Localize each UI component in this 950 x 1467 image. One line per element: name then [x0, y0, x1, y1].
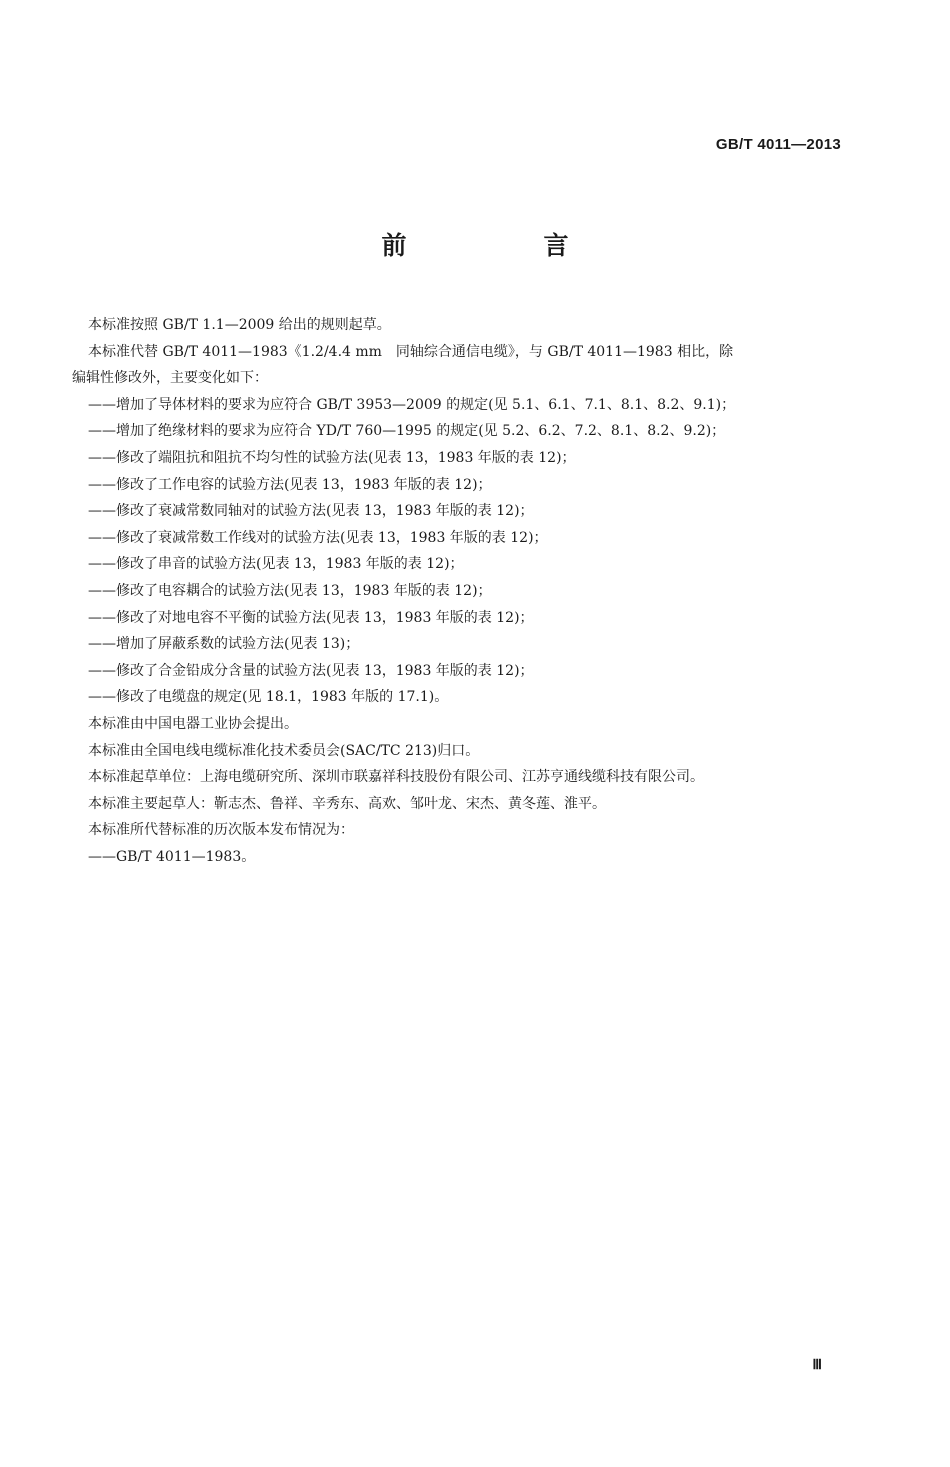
change-item: ——增加了导体材料的要求为应符合 GB/T 3953—2009 的规定(见 5.1、6.1、7.1、8.1、8.2、9.1)；	[88, 396, 736, 413]
change-item: ——增加了屏蔽系数的试验方法(见表 13)；	[88, 636, 360, 653]
body-text	[72, 312, 856, 870]
page-number: Ⅲ	[812, 1358, 822, 1373]
paragraph-drafters: 本标准主要起草人：靳志杰、鲁祥、辛秀东、高欢、邹叶龙、宋杰、黄冬莲、淮平。	[88, 795, 606, 812]
paragraph-drafting-rules: 本标准按照 GB/T 1.1—2009 给出的规则起草。	[88, 317, 391, 333]
paragraph-history: 本标准所代替标准的历次版本发布情况为：	[88, 822, 354, 839]
paragraph-drafting-units: 本标准起草单位：上海电缆研究所、深圳市联嘉祥科技股份有限公司、江苏亨通线缆科技有限公司。	[88, 769, 704, 786]
change-item: ——修改了工作电容的试验方法(见表 13，1983 年版的表 12)；	[88, 476, 492, 493]
change-item: ——修改了衰减常数同轴对的试验方法(见表 13，1983 年版的表 12)；	[88, 503, 534, 520]
paragraph-proposer: 本标准由中国电器工业协会提出。	[88, 715, 298, 732]
change-item: ——修改了对地电容不平衡的试验方法(见表 13，1983 年版的表 12)；	[88, 609, 534, 626]
standard-code: GB/T 4011—2013	[715, 136, 841, 153]
page-title: 前 言	[381, 231, 625, 260]
change-item: ——修改了串音的试验方法(见表 13，1983 年版的表 12)；	[88, 556, 464, 573]
history-item: ——GB/T 4011—1983。	[88, 848, 256, 865]
paragraph-committee: 本标准由全国电线电缆标准化技术委员会(SAC/TC 213)归口。	[88, 742, 480, 759]
change-item: ——修改了电缆盘的规定(见 18.1，1983 年版的 17.1)。	[88, 689, 449, 706]
paragraph-replaces-cont: 编辑性修改外，主要变化如下：	[72, 370, 268, 387]
change-item: ——修改了电容耦合的试验方法(见表 13，1983 年版的表 12)；	[88, 582, 492, 599]
change-item: ——增加了绝缘材料的要求为应符合 YD/T 760—1995 的规定(见 5.2、6.2、7.2、8.1、8.2、9.2)；	[88, 423, 726, 440]
change-item: ——修改了衰减常数工作线对的试验方法(见表 13，1983 年版的表 12)；	[88, 529, 548, 546]
paragraph-replaces: 本标准代替 GB/T 4011—1983《1.2/4.4 mm 同轴综合通信电缆》，与 GB/T 4011—1983 相比，除	[88, 343, 734, 360]
change-item: ——修改了合金铅成分含量的试验方法(见表 13，1983 年版的表 12)；	[88, 662, 534, 679]
change-item: ——修改了端阻抗和阻抗不均匀性的试验方法(见表 13，1983 年版的表 12)；	[88, 449, 576, 466]
